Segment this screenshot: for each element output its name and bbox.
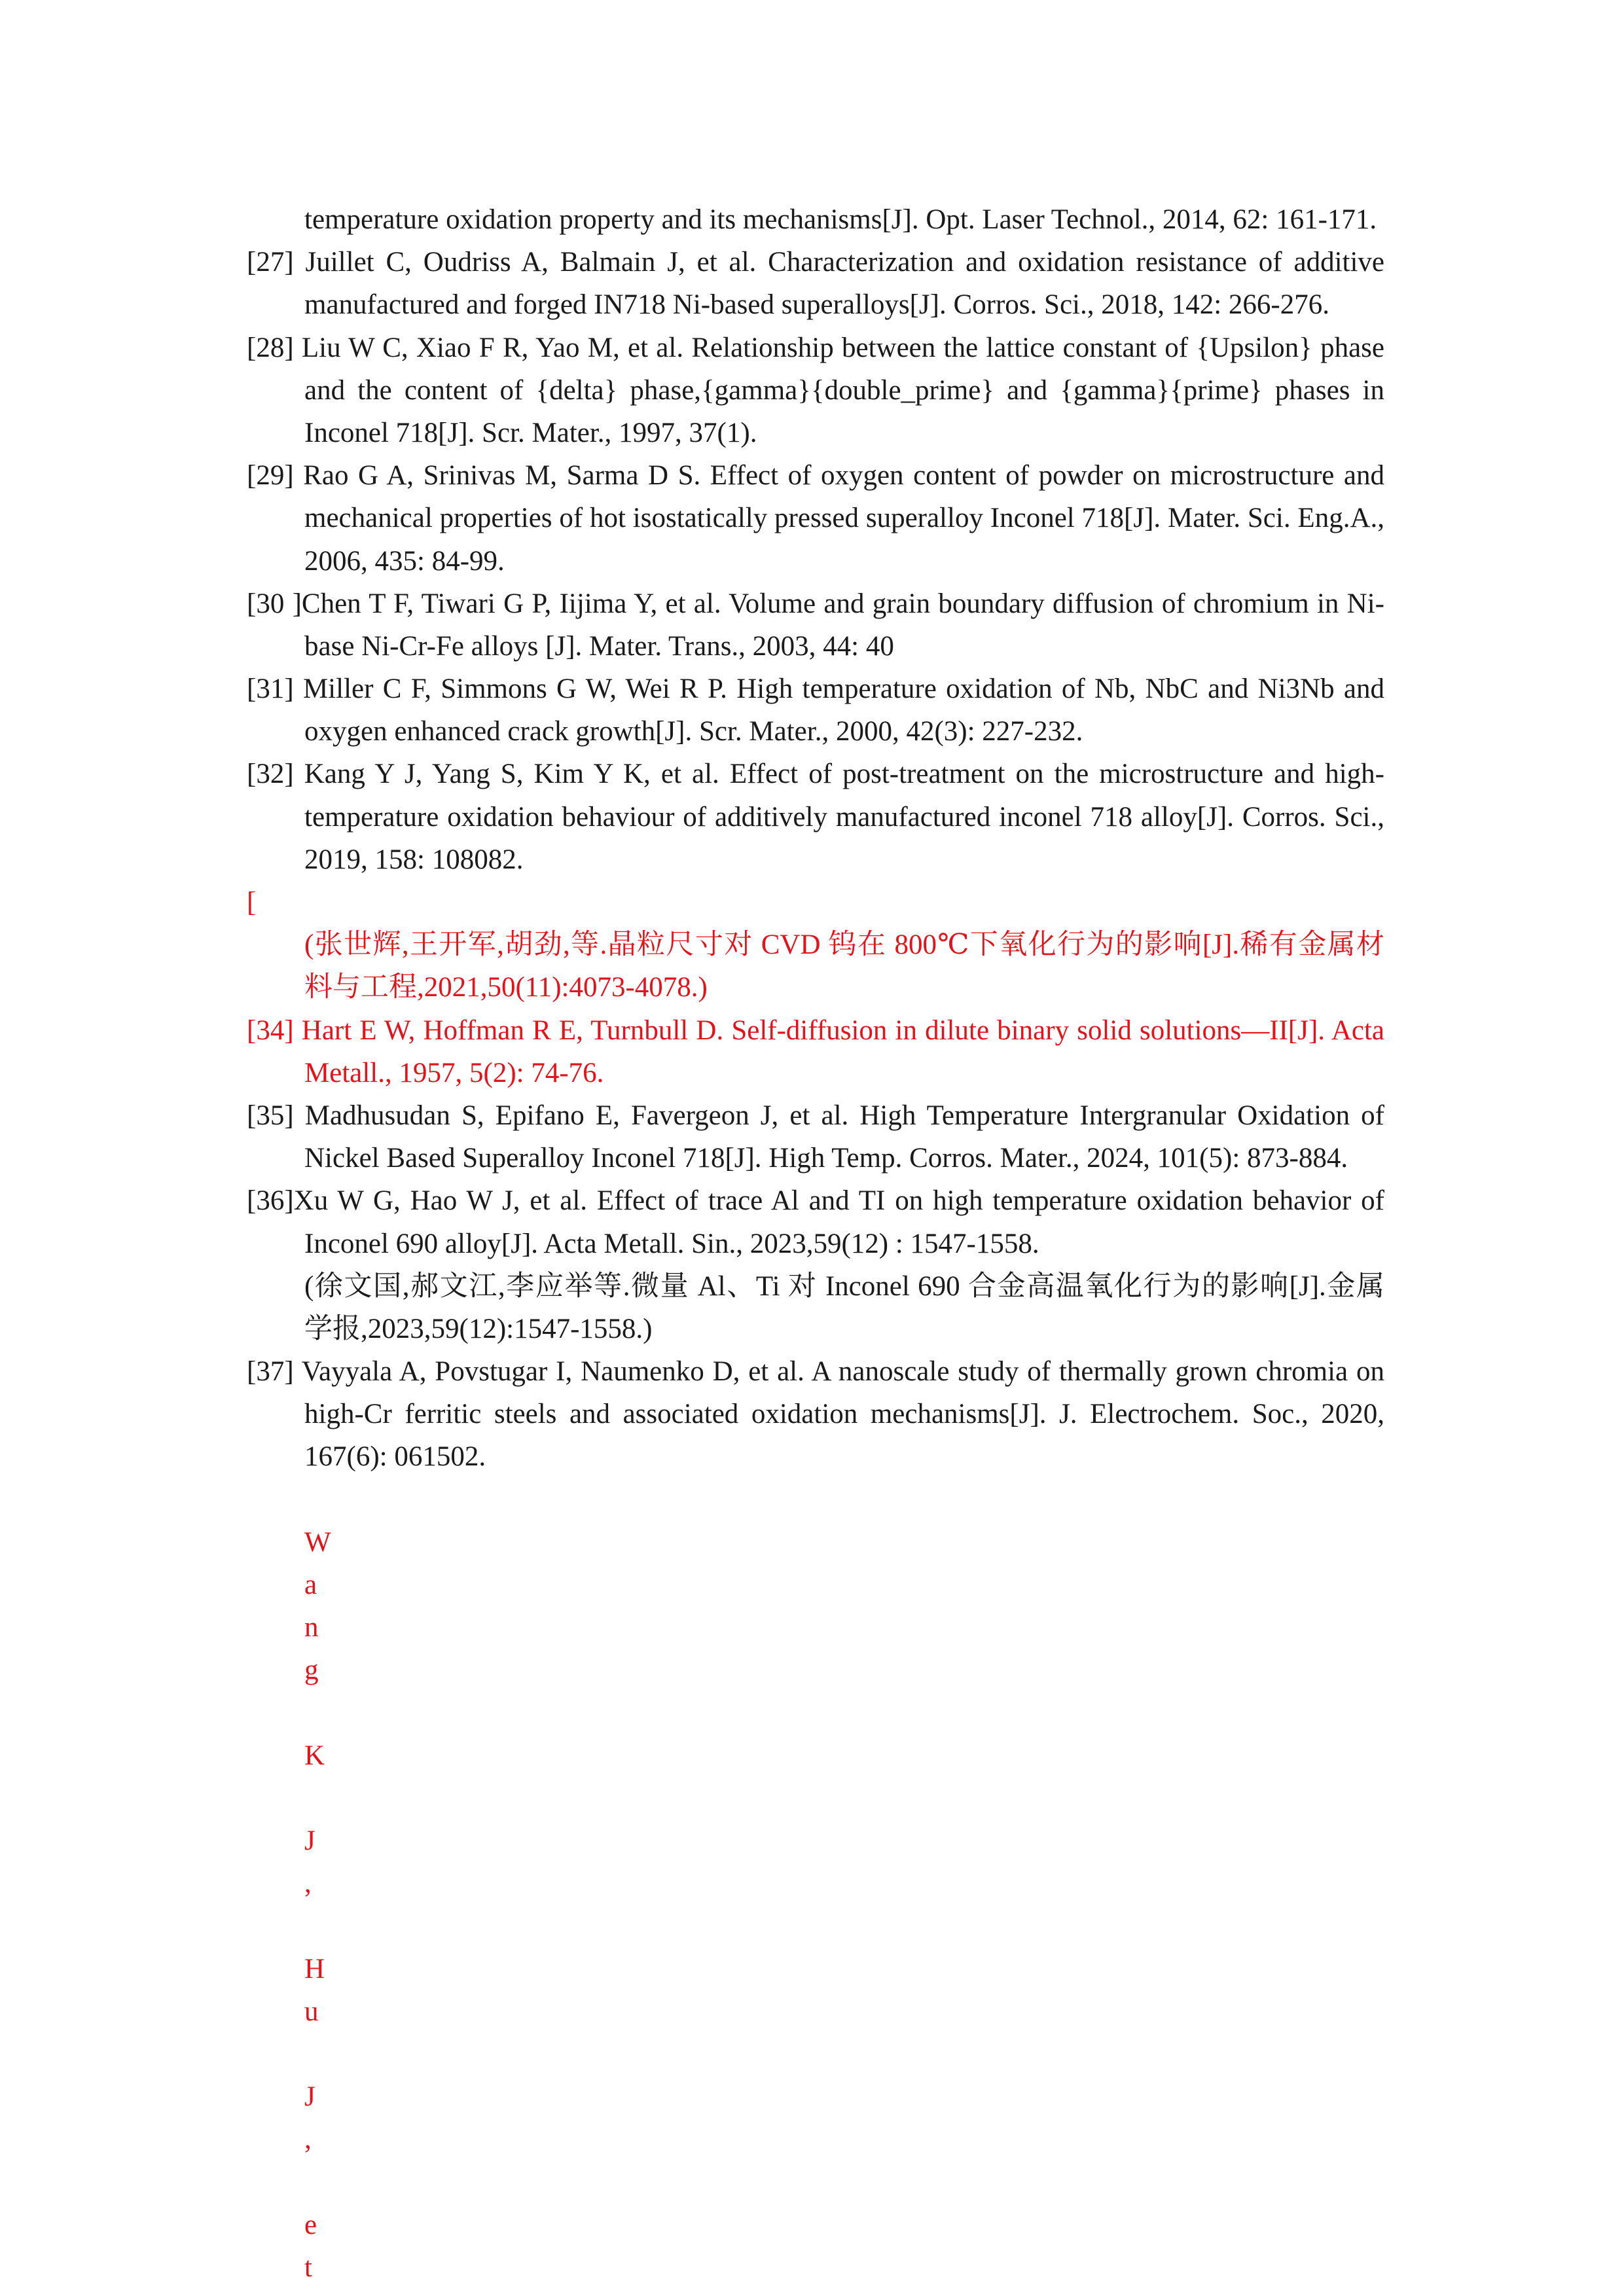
vertical-character	[304, 2033, 1384, 2075]
reference-first-line: [32] Kang Y J, Yang S, Kim Y K, et al. Effect of post-treatment on the microstructure and high-	[247, 759, 1384, 790]
reference-first-line: [	[247, 887, 257, 918]
reference-entry	[247, 668, 1384, 753]
reference-line: (张世辉,王开军,胡劲,等.晶粒尺寸对 CVD 钨在 800℃下氧化行为的影响[J].稀有金属材	[304, 929, 1384, 961]
reference-first-line: [27] Juillet C, Oudriss A, Balmain J, et al. Characterization and oxidation resistance of additive	[247, 247, 1384, 278]
reference-entry	[247, 1350, 1384, 1479]
vertical-character	[304, 1692, 1384, 1734]
reference-first-line: [34] Hart E W, Hoffman R E, Turnbull D. Self-diffusion in dilute binary solid solutions—II[J]. Acta	[247, 1014, 1384, 1046]
reference-entry	[247, 881, 1384, 1009]
reference-entry	[247, 1009, 1384, 1094]
reference-line: Nickel Based Superalloy Inconel 718[J]. High Temp. Corros. Mater., 2024, 101(5): 873-884.	[304, 1143, 1348, 1174]
vertical-character: g	[304, 1655, 319, 1686]
reference-line: temperature oxidation behaviour of additively manufactured inconel 718 alloy[J]. Corros. Sci.,	[304, 801, 1384, 833]
vertical-character	[304, 2161, 1384, 2204]
reference-line: mechanical properties of hot isostatically pressed superalloy Inconel 718[J]. Mater. Sci. Eng.A.,	[304, 503, 1384, 534]
reference-line: 2019, 158: 108082.	[304, 844, 524, 875]
vertical-character: a	[304, 1570, 317, 1600]
vertical-character: ,	[304, 1868, 312, 1899]
reference-first-line: [29] Rao G A, Srinivas M, Sarma D S. Effect of oxygen content of powder on microstructure and	[247, 460, 1384, 492]
reference-line: base Ni-Cr-Fe alloys [J]. Mater. Trans., 2003, 44: 40	[304, 630, 894, 662]
vertical-character	[304, 1777, 1384, 1820]
vertical-character: u	[304, 1996, 319, 2027]
reference-line: 学报,2023,59(12):1547-1558.)	[304, 1313, 653, 1344]
vertical-character: t	[304, 2252, 312, 2283]
vertical-character: e	[304, 2209, 317, 2240]
vertical-character	[304, 1905, 1384, 1948]
reference-first-line: temperature oxidation property and its mechanisms[J]. Opt. Laser Technol., 2014, 62: 161-171.	[304, 204, 1377, 235]
reference-line: Inconel 690 alloy[J]. Acta Metall. Sin., 2023,59(12) : 1547-1558.	[304, 1228, 1039, 1259]
reference-line: manufactured and forged IN718 Ni-based superalloys[J]. Corros. Sci., 2018, 142: 266-276.	[304, 289, 1329, 321]
reference-line: high-Cr ferritic steels and associated oxidation mechanisms[J]. J. Electrochem. Soc., 2020,	[304, 1399, 1384, 1430]
reference-line: Metall., 1957, 5(2): 74-76.	[304, 1057, 604, 1088]
vertical-character: K	[304, 1740, 325, 1771]
reference-entry	[247, 1094, 1384, 1179]
reference-entry	[247, 241, 1384, 326]
reference-first-line: [30 ]Chen T F, Tiwari G P, Iijima Y, et al. Volume and grain boundary diffusion of chromium in Ni-	[247, 588, 1384, 619]
reference-entry	[247, 1179, 1384, 1350]
reference-line: 2006, 435: 84-99.	[304, 545, 505, 577]
vertical-character: H	[304, 1953, 325, 1984]
reference-first-line: [31] Miller C F, Simmons G W, Wei R P. High temperature oxidation of Nb, NbC and Ni3Nb and	[247, 673, 1384, 705]
reference-line: and the content of {delta} phase,{gamma}{double_prime} and {gamma}{prime} phases in	[304, 374, 1384, 406]
reference-entry	[247, 454, 1384, 583]
reference-line: (徐文国,郝文江,李应举等.微量 Al、Ti 对 Inconel 690 合金高温氧化行为的影响[J].金属	[304, 1270, 1384, 1302]
reference-line: oxygen enhanced crack growth[J]. Scr. Mater., 2000, 42(3): 227-232.	[304, 716, 1083, 747]
reference-entry	[247, 327, 1384, 455]
reference-first-line: [35] Madhusudan S, Epifano E, Favergeon J, et al. High Temperature Intergranular Oxidation of	[247, 1100, 1384, 1131]
reference-first-line: [28] Liu W C, Xiao F R, Yao M, et al. Relationship between the lattice constant of {Upsilon} phase	[247, 332, 1384, 363]
reference-line: 料与工程,2021,50(11):4073-4078.)	[304, 972, 708, 1003]
reference-first-line: [37] Vayyala A, Povstugar I, Naumenko D, et al. A nanoscale study of thermally grown chromia on	[247, 1356, 1384, 1388]
reference-entry	[247, 753, 1384, 881]
vertical-character: n	[304, 1612, 319, 1643]
vertical-author-fragment	[247, 1521, 1384, 2289]
reference-entry	[247, 583, 1384, 668]
vertical-character: J	[304, 1825, 316, 1857]
reference-entry	[247, 198, 1384, 241]
vertical-character: ,	[304, 2124, 312, 2155]
vertical-character: W	[304, 1526, 331, 1558]
vertical-character: J	[304, 2081, 316, 2113]
reference-line: 167(6): 061502.	[304, 1441, 486, 1473]
reference-first-line: [36]Xu W G, Hao W J, et al. Effect of trace Al and TI on high temperature oxidation behavior of	[247, 1185, 1384, 1217]
reference-line: Inconel 718[J]. Scr. Mater., 1997, 37(1).	[304, 417, 757, 448]
reference-list	[247, 198, 1384, 2289]
blank-line	[247, 1479, 1384, 1521]
